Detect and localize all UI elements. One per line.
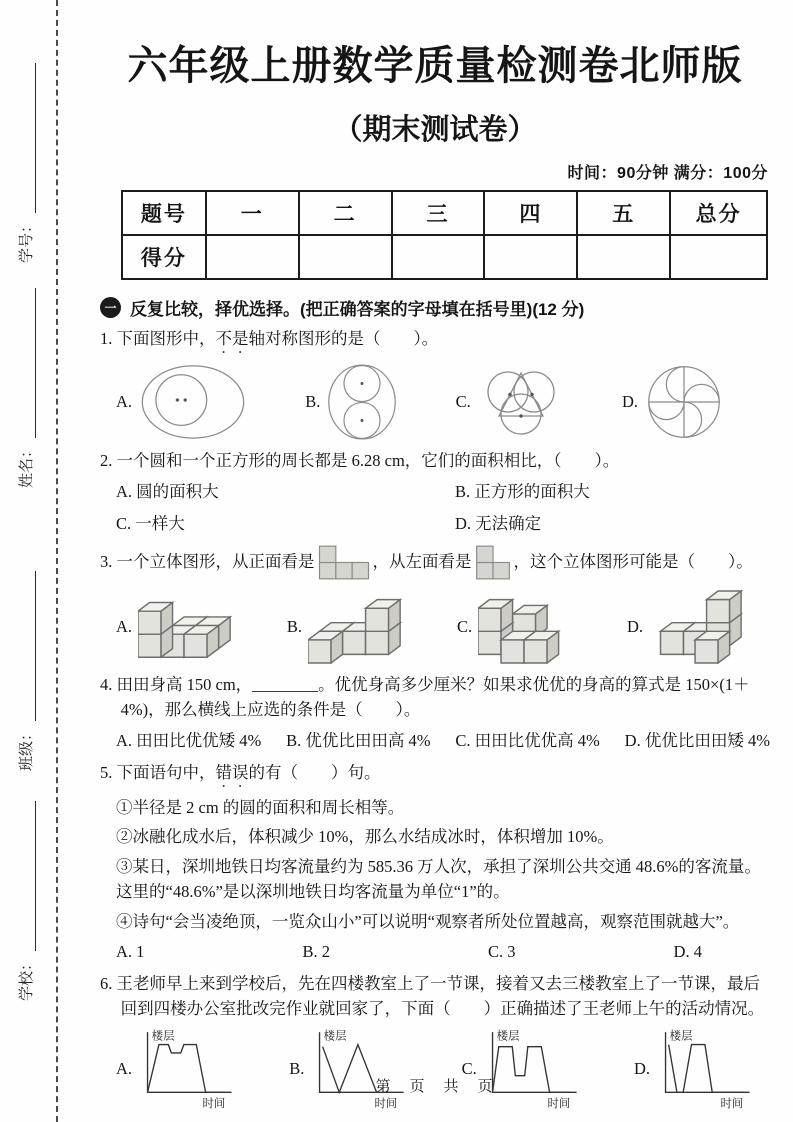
score-row-label: 得分 [122, 235, 206, 279]
q3-option-c-figure [478, 588, 573, 666]
emphasized-text: 不是 [215, 329, 249, 348]
q6-option-a [116, 1028, 238, 1111]
section-one-header [100, 295, 770, 320]
front-view-figure [318, 545, 370, 580]
option-a: A. 田田比优优矮 4% [116, 730, 262, 750]
name-blank [21, 288, 36, 438]
score-header-cell: 一 [206, 191, 299, 235]
svg-text:时间: 时间 [720, 1097, 744, 1110]
question-2-stem: 2. 一个圆和一个正方形的周长都是 6.28 cm，它们的面积相比，（ ）。 [100, 451, 620, 470]
question-6-stem: 6. 王老师早上来到学校后，先在四楼教室上了一节课，接着又去三楼教室上了一节课，最后回到四楼办公室批改完作业就回家了，下面（ ）正确描述了王老师上午的活动情况。 [100, 974, 765, 1018]
option-label: A. [116, 616, 133, 636]
section-one-title: 反复比较，择优选择。(把正确答案的字母填在括号里)(12 分) [130, 300, 585, 319]
svg-text:楼层: 楼层 [669, 1029, 693, 1042]
score-header-cell: 五 [577, 191, 670, 235]
q3-option-d [627, 588, 744, 666]
option-b: B. 正方形的面积大 [455, 481, 590, 501]
q3-option-d-figure [649, 588, 744, 666]
option-label: B. [286, 616, 303, 636]
q6-option-b [289, 1028, 410, 1111]
option-c: C. 一样大 [116, 513, 185, 533]
q6-option-d [634, 1028, 756, 1111]
option-label: D. [621, 391, 638, 411]
field-school-label: 学校： [19, 955, 35, 1001]
question-5 [100, 761, 770, 966]
question-2-options [100, 480, 770, 537]
paper-content [100, 0, 770, 1113]
field-name-label: 姓名： [19, 442, 35, 488]
option-label: D. [633, 1058, 650, 1078]
question-4-stem: 4. 田田身高 150 cm，________。优优身高多少厘米？如果求优优的身高的算式是 150×(1＋4%)，那么横线上应选的条件是（ ）。 [100, 675, 750, 719]
score-table-score-row [122, 235, 767, 279]
option-label: B. [305, 391, 321, 411]
option-c: C. 3 [488, 942, 516, 962]
q1-option-c-figure [477, 364, 565, 440]
option-label: C. [461, 1058, 477, 1078]
score-header-cell: 题号 [122, 191, 206, 235]
question-3 [100, 545, 770, 666]
q6-option-b-chart [310, 1028, 410, 1111]
q1-option-b-figure [326, 363, 398, 441]
option-b: B. 优优比田田高 4% [286, 730, 431, 750]
left-view-figure [475, 545, 511, 580]
question-4 [100, 673, 770, 753]
q3-option-c [457, 588, 573, 666]
page-subtitle: （期末测试卷） [333, 114, 537, 146]
score-header-cell: 二 [299, 191, 392, 235]
q1-option-c [456, 364, 565, 440]
option-label: D. [626, 616, 643, 636]
class-blank [21, 571, 36, 721]
q3-option-a-figure [138, 588, 233, 666]
q5-statement-4: ④诗句“会当凌绝顶，一览众山小”可以说明“观察者所处位置越高，观察范围就越大”。 [116, 911, 740, 931]
score-header-cell: 总分 [670, 191, 767, 235]
question-3-figures [100, 588, 770, 666]
score-empty-cell [577, 235, 670, 279]
option-label: B. [289, 1058, 305, 1078]
svg-text:时间: 时间 [202, 1097, 226, 1110]
option-d: D. 优优比田田矮 4% [624, 730, 770, 750]
question-1-stem: 1. 下面图形中，不是轴对称图形的是（ ）。 [100, 329, 439, 348]
score-empty-cell [392, 235, 485, 279]
svg-text:楼层: 楼层 [324, 1029, 347, 1042]
field-student-number [14, 63, 36, 263]
option-label: A. [116, 1058, 133, 1078]
score-header-cell: 四 [484, 191, 577, 235]
field-class [14, 571, 36, 771]
page-footer: 第 页 共 页 [375, 1079, 495, 1095]
school-blank [21, 801, 36, 951]
option-d: D. 4 [673, 942, 702, 962]
option-label: C. [456, 616, 473, 636]
page-title: 六年级上册数学质量检测卷北师版 [127, 44, 743, 88]
question-5-options [100, 940, 770, 965]
q6-option-d-chart [656, 1028, 756, 1111]
option-a: A. 1 [116, 942, 145, 962]
q3-option-b [287, 588, 403, 666]
score-table-header-row [122, 191, 767, 235]
q1-option-d-figure [644, 362, 724, 442]
svg-text:楼层: 楼层 [151, 1029, 175, 1042]
field-class-label: 班级： [19, 725, 35, 771]
score-empty-cell [299, 235, 392, 279]
svg-text:时间: 时间 [374, 1097, 398, 1110]
time-score-info: 时间：90分钟 满分：100分 [567, 165, 768, 182]
student-number-blank [21, 63, 36, 213]
q3-option-a [116, 588, 233, 666]
option-c: C. 田田比优优高 4% [455, 730, 600, 750]
q5-statement-1: ①半径是 2 cm 的圆的面积和周长相等。 [116, 797, 405, 817]
question-2 [100, 449, 770, 536]
cut-dashed-line [56, 0, 58, 1122]
option-d: D. 无法确定 [455, 513, 542, 533]
svg-text:楼层: 楼层 [496, 1029, 520, 1042]
option-label: C. [455, 391, 471, 411]
q6-option-c-chart [483, 1028, 583, 1111]
option-label: A. [116, 391, 133, 411]
option-a: A. 圆的面积大 [116, 481, 219, 501]
option-b: B. 2 [302, 942, 330, 962]
question-1-figures [100, 362, 770, 442]
q1-option-a [116, 363, 248, 441]
section-one-badge-icon: 一 [100, 297, 121, 318]
q3-option-b-figure [308, 588, 403, 666]
q1-option-d [622, 362, 724, 442]
question-3-stem: 3. 一个立体图形，从正面看是 ，从左面看是 ，这个立体图形可能是（ ）。 [100, 545, 770, 580]
emphasized-text: 错误 [215, 762, 249, 782]
question-6-charts [100, 1028, 770, 1111]
q6-option-a-chart [138, 1028, 238, 1111]
q6-option-c [462, 1028, 583, 1111]
q1-option-b [305, 363, 398, 441]
question-4-options [100, 729, 770, 754]
q5-statement-2: ②冰融化成水后，体积减少 10%，那么水结成冰时，体积增加 10%。 [116, 827, 614, 847]
question-1 [100, 327, 770, 442]
score-empty-cell [206, 235, 299, 279]
q5-statement-3: ③某日，深圳地铁日均客流量约为 585.36 万人次，承担了深圳公共交通 48.6%的客流量。这里的“48.6%”是以深圳地铁日均客流量为单位“1”的。 [116, 857, 761, 901]
q1-option-a-figure [138, 363, 248, 441]
score-empty-cell [670, 235, 767, 279]
score-header-cell: 三 [392, 191, 485, 235]
field-name [14, 288, 36, 488]
svg-text:时间: 时间 [547, 1097, 571, 1110]
score-table [121, 190, 768, 280]
field-student-number-label: 学号： [19, 217, 35, 263]
question-5-stem: 5. 下面语句中，错误的有（ ）句。 [100, 762, 381, 782]
field-school [14, 801, 36, 1001]
score-empty-cell [484, 235, 577, 279]
